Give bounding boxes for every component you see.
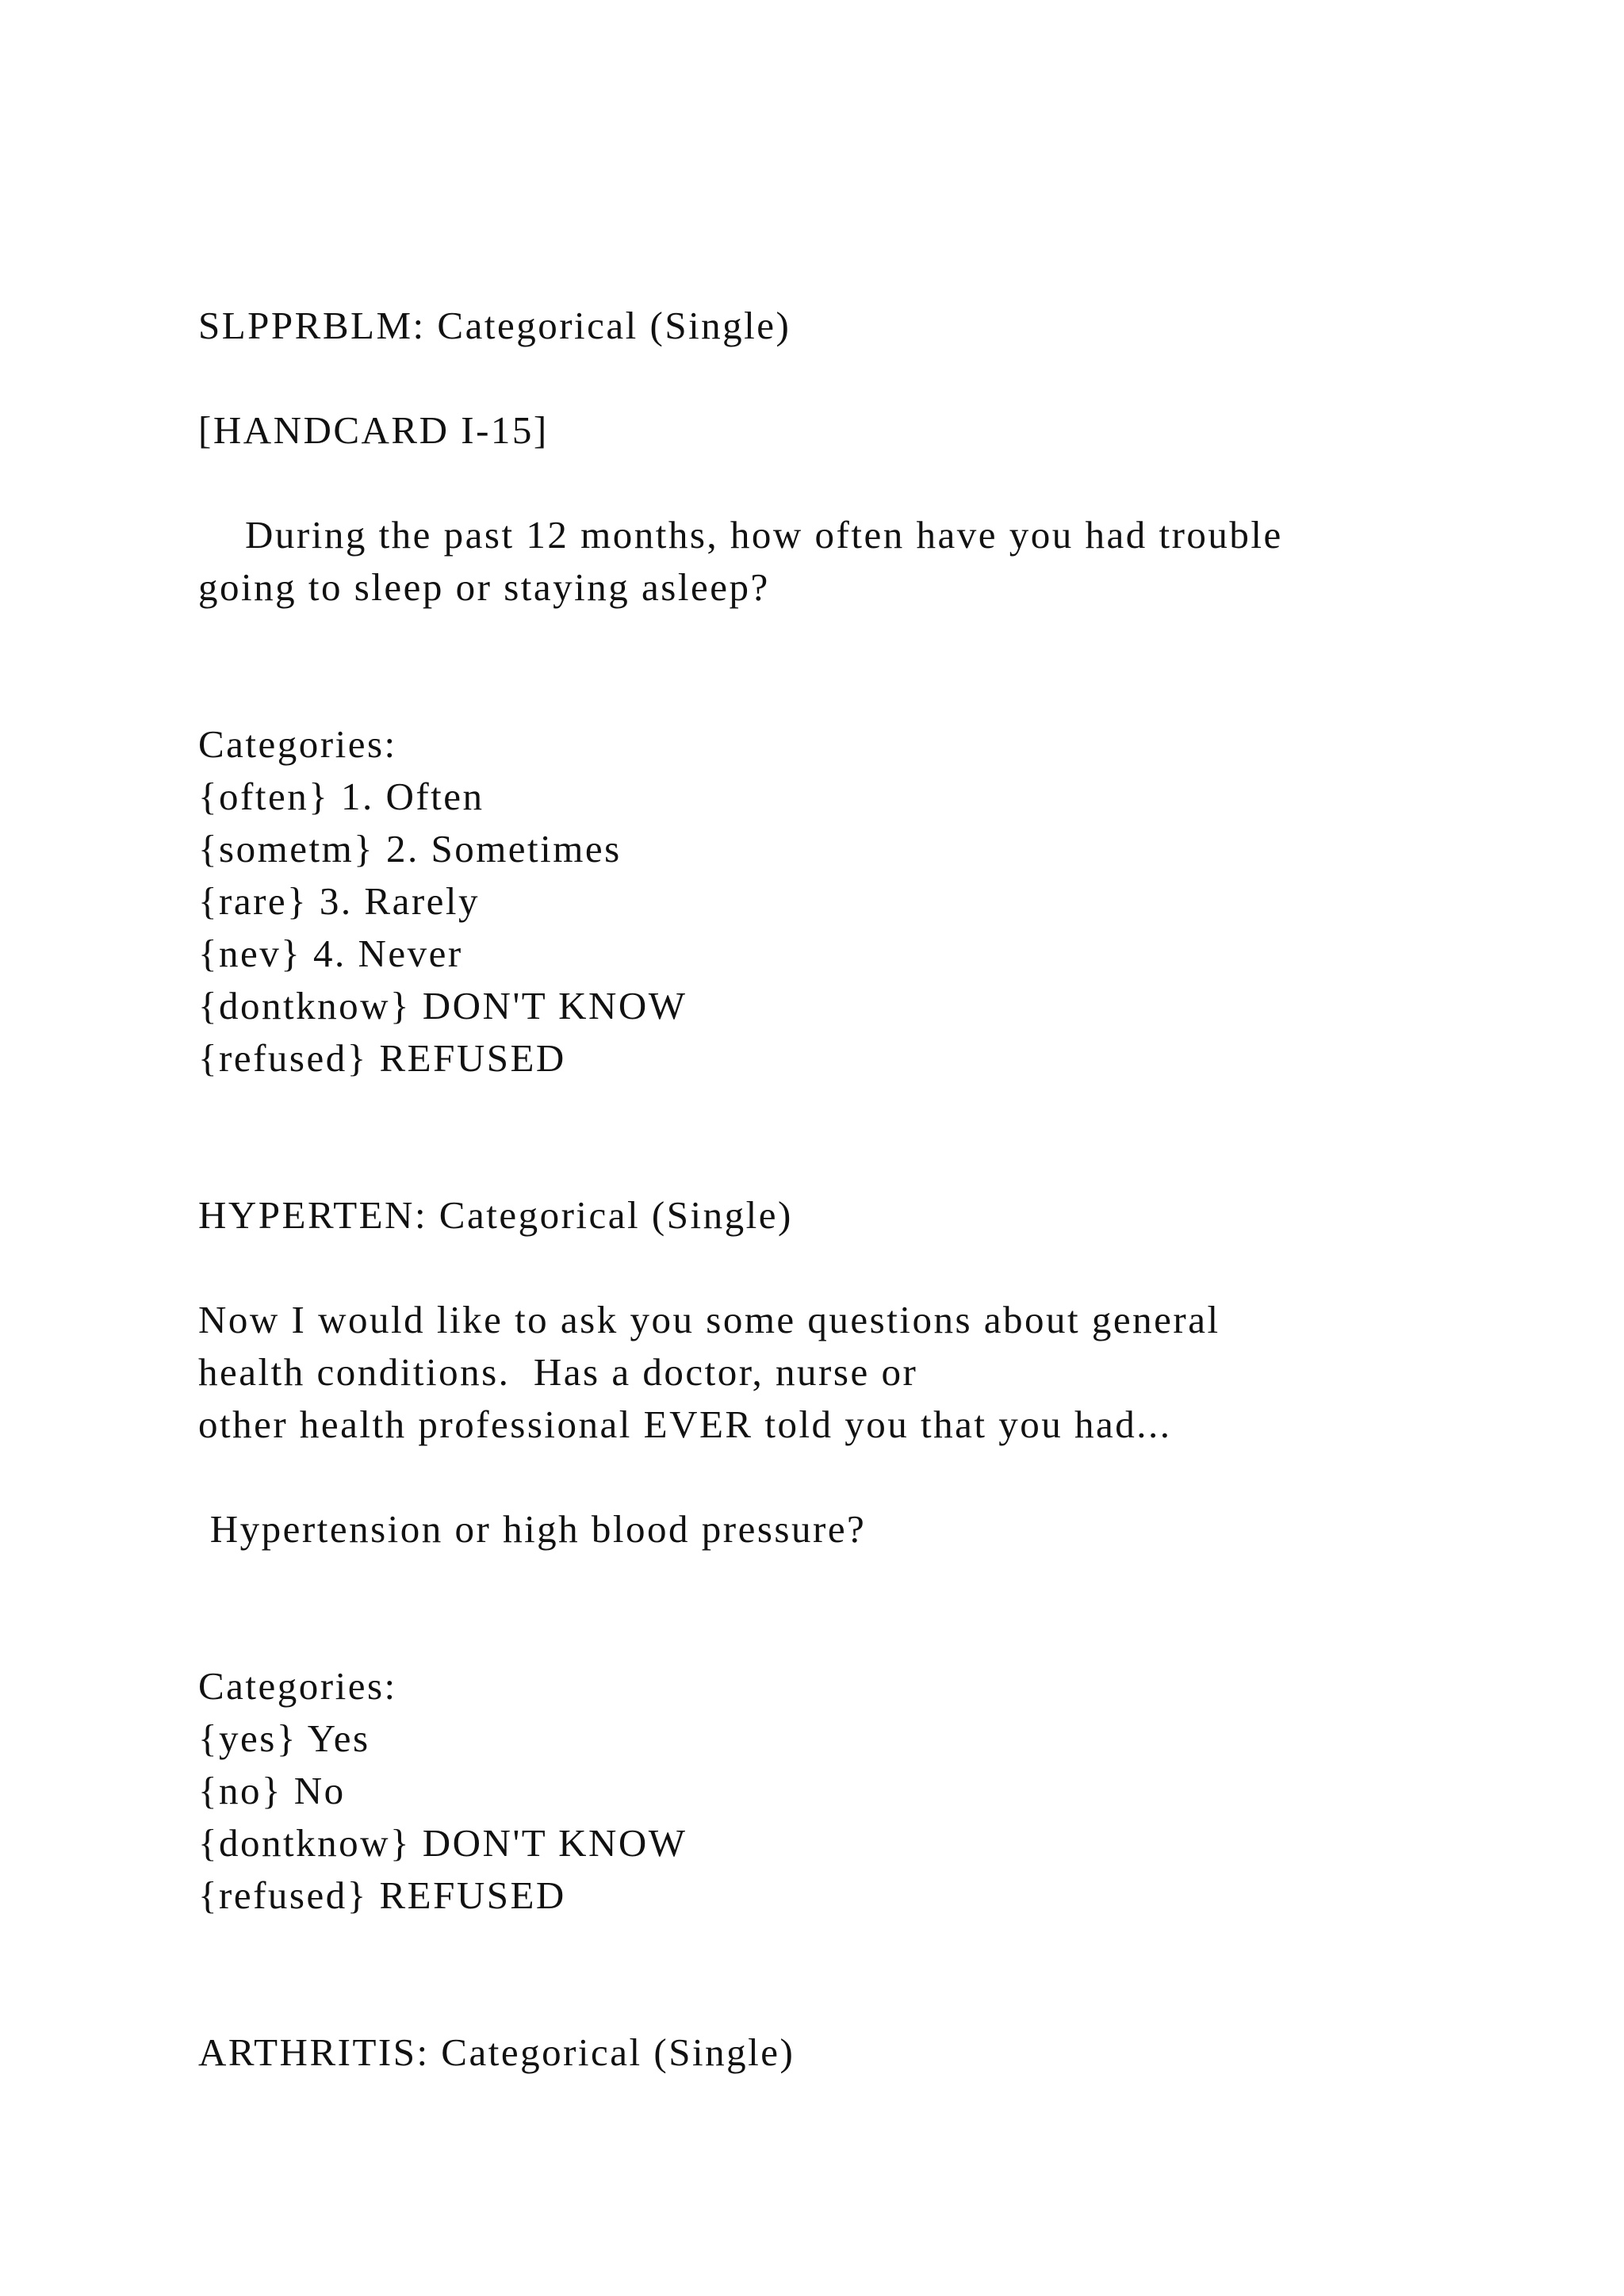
handcard-label: [HANDCARD I-15]	[198, 408, 549, 452]
category-item: {no} No	[198, 1769, 346, 1812]
category-item: {nev} 4. Never	[198, 932, 463, 975]
category-item: {dontknow} DON'T KNOW	[198, 1821, 688, 1865]
categories-label: Categories:	[198, 1664, 397, 1708]
category-item: {refused} REFUSED	[198, 1873, 566, 1917]
category-item: {dontknow} DON'T KNOW	[198, 984, 688, 1027]
category-item: {sometm} 2. Sometimes	[198, 827, 622, 871]
document-body	[198, 300, 1435, 2079]
question-header-hyperten: HYPERTEN: Categorical (Single)	[198, 1193, 793, 1237]
question-header-slpprblm: SLPPRBLM: Categorical (Single)	[198, 304, 791, 347]
question-header-arthritis: ARTHRITIS: Categorical (Single)	[198, 2030, 795, 2074]
question-text-line: Hypertension or high blood pressure?	[198, 1507, 867, 1551]
category-item: {rare} 3. Rarely	[198, 879, 481, 923]
intro-text-line: health conditions. Has a doctor, nurse or	[198, 1350, 918, 1394]
category-item: {often} 1. Often	[198, 775, 485, 818]
category-item: {refused} REFUSED	[198, 1036, 566, 1080]
category-item: {yes} Yes	[198, 1716, 370, 1760]
question-text-line: During the past 12 months, how often have you had trouble	[198, 513, 1283, 557]
intro-text-line: other health professional EVER told you that you had...	[198, 1402, 1172, 1446]
categories-label: Categories:	[198, 722, 397, 766]
intro-text-line: Now I would like to ask you some questions about general	[198, 1298, 1220, 1341]
question-text-line: going to sleep or staying asleep?	[198, 565, 770, 609]
